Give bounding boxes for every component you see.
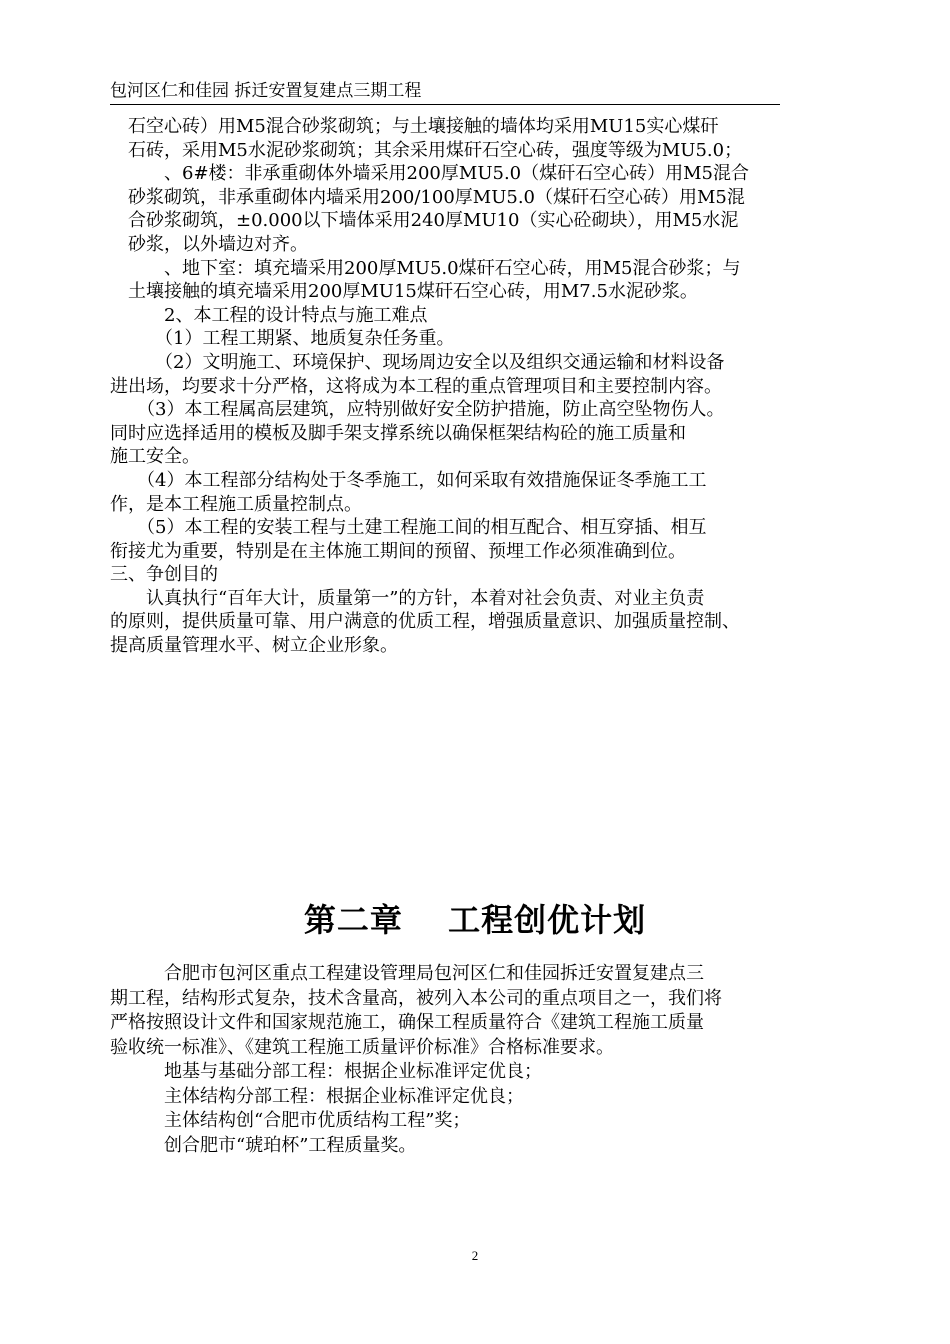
text-line: 验收统一标准》、《建筑工程施工质量评价标准》合格标准要求。 xyxy=(110,1036,614,1058)
text-line: 砂浆，以外墙边对齐。 xyxy=(110,233,308,255)
text-line: 主体结构分部工程：根据企业标准评定优良； xyxy=(110,1085,524,1107)
text-line: 石砖，采用M5水泥砂浆砌筑；其余采用煤矸石空心砖，强度等级为MU5.0； xyxy=(110,139,743,161)
text-line: 创合肥市“琥珀杯”工程质量奖。 xyxy=(110,1134,417,1156)
text-line: 严格按照设计文件和国家规范施工，确保工程质量符合《建筑工程施工质量 xyxy=(110,1012,704,1033)
text-line: （1）工程工期紧、地质复杂任务重。 xyxy=(110,328,455,350)
text-line: 砂浆砌筑，非承重砌体内墙采用200/100厚MU5.0（煤矸石空心砖）用M5混 xyxy=(110,186,745,208)
text-line: （5）本工程的安装工程与土建工程施工间的相互配合、相互穿插、相互 xyxy=(110,517,707,539)
text-line: 同时应选择适用的模板及脚手架支撑系统以确保框架结构砼的施工质量和 xyxy=(110,422,686,444)
section-1-body xyxy=(110,115,850,658)
text-line: 石空心砖）用M5混合砂浆砌筑；与土壤接触的墙体均采用MU15实心煤矸 xyxy=(110,116,719,137)
text-line: 的原则，提供质量可靠、用户满意的优质工程，增强质量意识、加强质量控制、 xyxy=(110,611,740,633)
page-header xyxy=(110,80,780,105)
text-line: 衔接尤为重要，特别是在主体施工期间的预留、预埋工作必须准确到位。 xyxy=(110,540,686,562)
section-2-body xyxy=(110,962,850,1158)
text-line: 、地下室：填充墙采用200厚MU5.0煤矸石空心砖，用M5混合砂浆；与 xyxy=(110,257,741,279)
text-line: 合肥市包河区重点工程建设管理局包河区仁和佳园拆迁安置复建点三 xyxy=(110,963,704,984)
text-line: 提高质量管理水平、树立企业形象。 xyxy=(110,635,398,657)
chapter-title: 第二章 工程创优计划 xyxy=(303,901,647,939)
text-line: （4）本工程部分结构处于冬季施工，如何采取有效措施保证冬季施工工 xyxy=(110,469,707,491)
text-line: 土壤接触的填充墙采用200厚MU15煤矸石空心砖，用M7.5水泥砂浆。 xyxy=(110,281,698,303)
page-number: 2 xyxy=(471,1248,479,1263)
text-line: 地基与基础分部工程：根据企业标准评定优良； xyxy=(110,1061,542,1082)
text-line: 期工程，结构形式复杂，技术含量高，被列入本公司的重点项目之一，我们将 xyxy=(110,987,722,1009)
text-line: （2）文明施工、环境保护、现场周边安全以及组织交通运输和材料设备 xyxy=(110,351,725,373)
text-line: 主体结构创“合肥市优质结构工程”奖； xyxy=(110,1110,471,1131)
text-line: 三、争创目的 xyxy=(110,564,218,586)
text-line: （3）本工程属高层建筑，应特别做好安全防护措施，防止高空坠物伤人。 xyxy=(110,399,725,421)
text-line: 2、本工程的设计特点与施工难点 xyxy=(110,304,428,326)
text-line: 认真执行“百年大计，质量第一”的方针，本着对社会负责、对业主负责 xyxy=(110,587,705,609)
text-line: 施工安全。 xyxy=(110,446,200,468)
text-line: 合砂浆砌筑，±0.000以下墙体采用240厚MU10（实心砼砌块），用M5水泥 xyxy=(110,210,739,232)
text-line: 作，是本工程施工质量控制点。 xyxy=(110,493,362,515)
text-line: 、6#楼：非承重砌体外墙采用200厚MU5.0（煤矸石空心砖）用M5混合 xyxy=(110,163,749,185)
header-title: 包河区仁和佳园 拆迁安置复建点三期工程 xyxy=(110,81,422,101)
text-line: 进出场，均要求十分严格，这将成为本工程的重点管理项目和主要控制内容。 xyxy=(110,375,722,397)
